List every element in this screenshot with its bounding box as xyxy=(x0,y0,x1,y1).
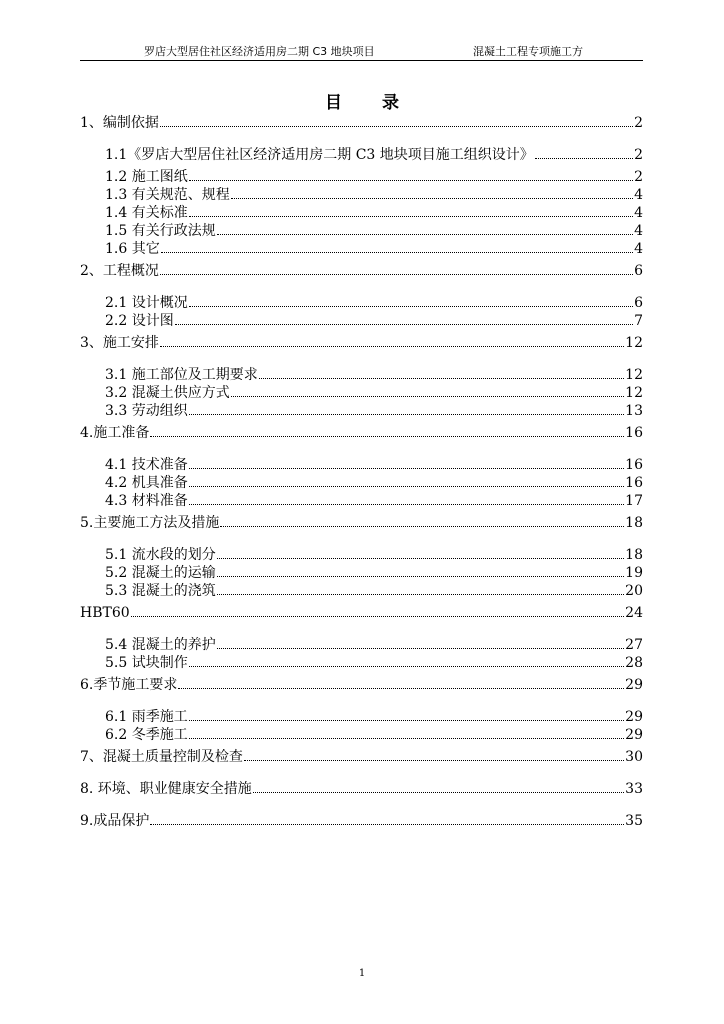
toc-entry-title: 2、工程概况 xyxy=(80,263,159,279)
page-header xyxy=(80,40,643,61)
toc-entry-title: 3.1 施工部位及工期要求 xyxy=(105,367,258,383)
toc-leader-dots xyxy=(189,737,624,739)
toc-entry-page: 16 xyxy=(625,457,643,473)
toc-entry[interactable] xyxy=(80,514,643,532)
toc-entry-page: 27 xyxy=(625,637,643,653)
toc-entry[interactable] xyxy=(105,708,643,726)
toc-entry[interactable] xyxy=(105,654,643,672)
header-project-name: 罗店大型居住社区经济适用房二期 C3 地块项目 xyxy=(144,45,375,58)
toc-entry[interactable] xyxy=(80,604,643,622)
toc-entry-page: 16 xyxy=(625,425,643,441)
toc-entry-page: 24 xyxy=(625,605,643,621)
toc-entry-page: 4 xyxy=(634,223,643,239)
toc-leader-dots xyxy=(178,687,624,689)
toc-entry-title: 1、编制依据 xyxy=(80,115,159,131)
toc-entry[interactable] xyxy=(105,294,643,312)
toc-entry[interactable] xyxy=(105,636,643,654)
toc-leader-dots xyxy=(150,823,624,825)
toc-entry[interactable] xyxy=(80,676,643,694)
toc-leader-dots xyxy=(231,395,624,397)
toc-entry-title: 5.4 混凝土的养护 xyxy=(105,637,216,653)
toc-entry-title: 5.主要施工方法及措施 xyxy=(80,515,220,531)
toc-leader-dots xyxy=(189,503,624,505)
toc-entry[interactable] xyxy=(105,726,643,744)
toc-leader-dots xyxy=(131,615,625,617)
toc-leader-dots xyxy=(217,647,624,649)
toc-entry[interactable] xyxy=(105,456,643,474)
toc-entry-page: 17 xyxy=(625,493,643,509)
toc-entry[interactable] xyxy=(105,492,643,510)
toc-entry-title: 4.施工准备 xyxy=(80,425,150,441)
toc-entry-page: 6 xyxy=(634,263,643,279)
toc-leader-dots xyxy=(161,251,633,253)
toc-entry-title: 5.5 试块制作 xyxy=(105,655,188,671)
toc-entry-title: 7、混凝土质量控制及检查 xyxy=(80,749,243,765)
toc-leader-dots xyxy=(231,197,633,199)
toc-entry[interactable] xyxy=(80,812,643,830)
toc-entry-title: 1.1《罗店大型居住社区经济适用房二期 C3 地块项目施工组织设计》 xyxy=(105,147,534,163)
toc-entry-title: 3.2 混凝土供应方式 xyxy=(105,385,230,401)
toc-entry[interactable] xyxy=(105,366,643,384)
toc-entry[interactable] xyxy=(105,582,643,600)
toc-leader-dots xyxy=(189,719,624,721)
toc-entry-page: 18 xyxy=(625,547,643,563)
toc-leader-dots xyxy=(189,665,624,667)
toc-entry-page: 29 xyxy=(625,727,643,743)
toc-title: 目录 xyxy=(325,93,439,113)
toc-entry-title: 1.2 施工图纸 xyxy=(105,169,188,185)
toc-leader-dots xyxy=(189,413,624,415)
toc-leader-dots xyxy=(160,125,633,127)
toc-leader-dots xyxy=(160,273,633,275)
toc-leader-dots xyxy=(217,593,624,595)
toc-entry[interactable] xyxy=(105,146,643,164)
toc-entry[interactable] xyxy=(105,312,643,330)
toc-entry-title: 5.3 混凝土的浇筑 xyxy=(105,583,216,599)
toc-leader-dots xyxy=(189,215,633,217)
toc-entry-title: 1.4 有关标准 xyxy=(105,205,188,221)
toc-entry-title: 5.2 混凝土的运输 xyxy=(105,565,216,581)
toc-entry[interactable] xyxy=(80,748,643,766)
page-number: 1 xyxy=(358,968,366,979)
toc-entry-page: 12 xyxy=(625,367,643,383)
toc-entry-page: 29 xyxy=(625,677,643,693)
toc-entry-title: 2.1 设计概况 xyxy=(105,295,188,311)
toc-entry-title: 3、施工安排 xyxy=(80,335,159,351)
toc-leader-dots xyxy=(189,305,633,307)
toc-entry-page: 19 xyxy=(625,565,643,581)
toc-entry[interactable] xyxy=(105,186,643,204)
toc-entry-title: 1.3 有关规范、规程 xyxy=(105,187,230,203)
toc-leader-dots xyxy=(150,435,624,437)
toc-entry[interactable] xyxy=(80,334,643,352)
toc-entry[interactable] xyxy=(105,474,643,492)
toc-entry[interactable] xyxy=(105,204,643,222)
toc-entry-page: 18 xyxy=(625,515,643,531)
toc-leader-dots xyxy=(259,377,624,379)
toc-entry-page: 12 xyxy=(625,385,643,401)
toc-entry-title: 6.1 雨季施工 xyxy=(105,709,188,725)
toc-entry-page: 4 xyxy=(634,187,643,203)
toc-entry[interactable] xyxy=(105,222,643,240)
toc-leader-dots xyxy=(189,467,624,469)
toc-entry-page: 12 xyxy=(625,335,643,351)
toc-leader-dots xyxy=(189,485,624,487)
toc-entry[interactable] xyxy=(105,546,643,564)
toc-entry[interactable] xyxy=(80,262,643,280)
toc-entry-page: 6 xyxy=(634,295,643,311)
header-document-name: 混凝土工程专项施工方 xyxy=(473,45,583,58)
toc-leader-dots xyxy=(253,791,624,793)
toc-entry[interactable] xyxy=(105,240,643,258)
toc-entry-page: 2 xyxy=(634,115,643,131)
toc-entry-page: 35 xyxy=(625,813,643,829)
toc-entry-page: 2 xyxy=(634,147,643,163)
toc-entry-page: 4 xyxy=(634,205,643,221)
toc-entry-page: 33 xyxy=(625,781,643,797)
toc-entry-page: 29 xyxy=(625,709,643,725)
toc-entry-page: 7 xyxy=(634,313,643,329)
toc-leader-dots xyxy=(160,345,624,347)
toc-entry-title: 9.成品保护 xyxy=(80,813,150,829)
toc-entry[interactable] xyxy=(105,384,643,402)
toc-entry-title: 8. 环境、职业健康安全措施 xyxy=(80,781,252,797)
toc-entry-page: 13 xyxy=(625,403,643,419)
toc-entry-title: 6.2 冬季施工 xyxy=(105,727,188,743)
toc-entry[interactable] xyxy=(80,424,643,442)
toc-entry-page: 2 xyxy=(634,169,643,185)
toc-entry-title: 4.2 机具准备 xyxy=(105,475,188,491)
toc-entry[interactable] xyxy=(105,402,643,420)
toc-entry-page: 30 xyxy=(625,749,643,765)
toc-entry-title: 5.1 流水段的划分 xyxy=(105,547,216,563)
toc-entry-page: 28 xyxy=(625,655,643,671)
toc-entry[interactable] xyxy=(80,780,643,798)
toc-leader-dots xyxy=(220,525,624,527)
toc-entry-title: 4.3 材料准备 xyxy=(105,493,188,509)
toc-entry-title: 1.6 其它 xyxy=(105,241,160,257)
toc-leader-dots xyxy=(535,157,633,159)
toc-entry-title: 1.5 有关行政法规 xyxy=(105,223,216,239)
toc-entry-title: 4.1 技术准备 xyxy=(105,457,188,473)
toc-entry[interactable] xyxy=(105,168,643,186)
toc-entry[interactable] xyxy=(105,564,643,582)
toc-entry-page: 20 xyxy=(625,583,643,599)
toc-entry-page: 16 xyxy=(625,475,643,491)
toc-entry-title: 2.2 设计图 xyxy=(105,313,174,329)
toc-leader-dots xyxy=(217,557,624,559)
toc-leader-dots xyxy=(175,323,633,325)
toc-entry-title: 3.3 劳动组织 xyxy=(105,403,188,419)
toc-leader-dots xyxy=(189,179,633,181)
toc-leader-dots xyxy=(244,759,624,761)
toc-leader-dots xyxy=(217,233,633,235)
toc-entry[interactable] xyxy=(80,114,643,132)
toc-leader-dots xyxy=(217,575,624,577)
toc-entry-page: 4 xyxy=(634,241,643,257)
toc-entry-title: HBT60 xyxy=(80,605,130,621)
toc-entry-title: 6.季节施工要求 xyxy=(80,677,178,693)
